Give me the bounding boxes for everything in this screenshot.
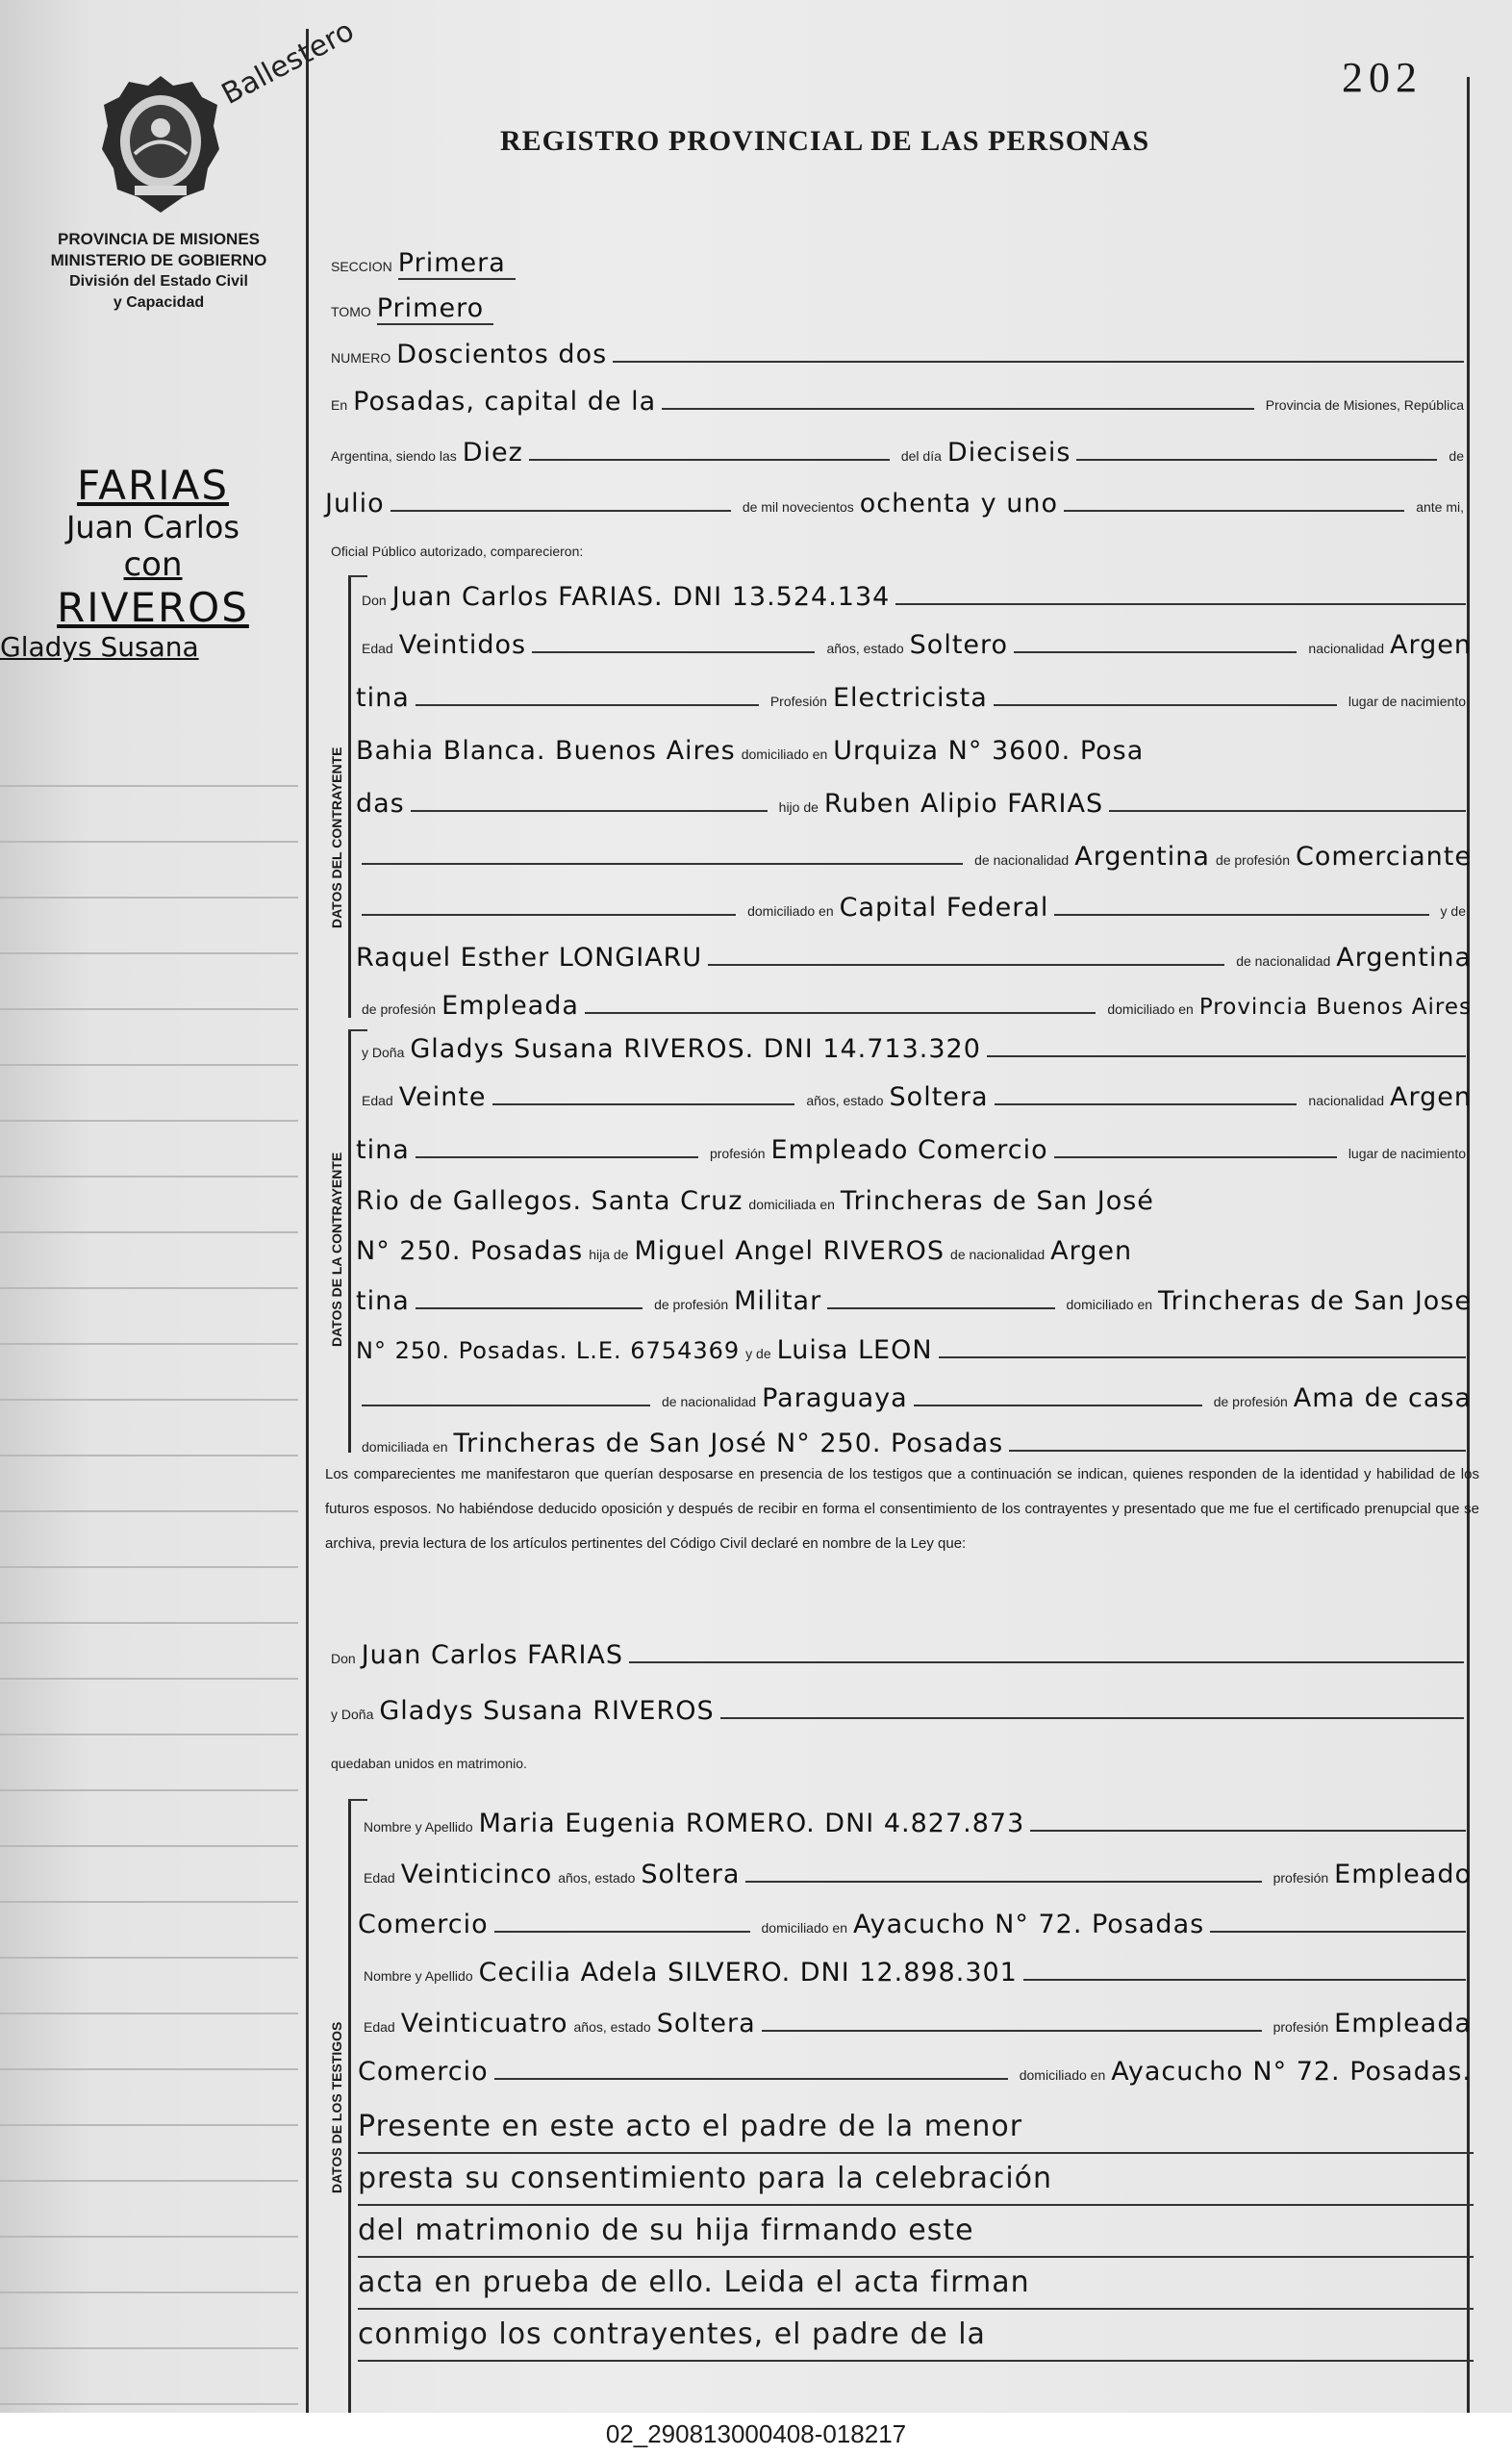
testigo1-nombre: Maria Eugenia ROMERO. DNI 4.827.873	[478, 1809, 1025, 1838]
fill-line	[362, 862, 963, 865]
testigo2-domicilio-row	[358, 2057, 1472, 2087]
contrayenta-lugar-nacimiento: Rio de Gallegos. Santa Cruz	[356, 1186, 743, 1216]
margin-note	[0, 462, 306, 663]
fill-line	[745, 1880, 1261, 1883]
contrayenta-nacionalidad-cont: tina	[356, 1135, 410, 1165]
contrayenta-padre-profesion: Militar	[734, 1286, 822, 1316]
fecha-row	[325, 489, 1470, 519]
contrayenta-domicilio: Trincheras de San José	[840, 1186, 1154, 1216]
field-label: domiciliada en	[748, 1197, 835, 1212]
declaracion-dona: Gladys Susana RIVEROS	[379, 1696, 715, 1726]
field-label: domiciliado en	[1066, 1297, 1153, 1312]
contrayenta-madre-dom-row	[356, 1429, 1472, 1458]
contrayente-domicilio-cont: das	[356, 789, 405, 819]
field-label: y Doña	[331, 1707, 374, 1722]
province-seal-icon	[96, 72, 226, 216]
field-label: NUMERO	[331, 350, 391, 366]
signature-stamp: Ballestero	[216, 13, 360, 112]
fill-line	[416, 703, 759, 706]
page-number: 202	[1342, 54, 1423, 101]
nota-line: acta en prueba de ello. Leida el acta firman	[358, 2258, 1474, 2310]
fill-line	[1109, 809, 1466, 812]
contrayenta-lugar-row	[356, 1186, 1472, 1216]
testigo2-edad: Veinticuatro	[400, 2009, 568, 2038]
field-label: de mil novecientos	[742, 499, 854, 515]
authority-line: División del Estado Civil	[69, 273, 248, 290]
authority-line: MINISTERIO DE GOBIERNO	[50, 251, 267, 269]
nota-line: conmigo los contrayentes, el padre de la	[358, 2310, 1474, 2362]
contrayenta-madre: Luisa LEON	[776, 1335, 933, 1365]
authority-line: PROVINCIA DE MISIONES	[57, 230, 260, 248]
fill-line	[914, 1404, 1202, 1406]
contrayente-madre-row	[356, 943, 1472, 973]
field-label: de nacionalidad	[662, 1394, 757, 1409]
fill-line	[613, 360, 1464, 363]
contrayenta-estado: Soltera	[889, 1082, 989, 1112]
field-label: años, estado	[573, 2019, 651, 2035]
contrayenta-madre-domicilio: Trincheras de San José N° 250. Posadas	[453, 1429, 1004, 1458]
nota-line: presta su consentimiento para la celebración	[358, 2154, 1474, 2206]
field-label: profesión	[709, 1146, 766, 1161]
field-label: de profesión	[654, 1297, 729, 1312]
nota-consentimiento	[358, 2102, 1474, 2362]
declaracion-cierre: quedaban unidos en matrimonio.	[331, 1756, 527, 1771]
contrayente-padre-row	[356, 842, 1472, 872]
declaracion-don: Juan Carlos FARIAS	[361, 1640, 624, 1670]
field-label: Don	[362, 593, 387, 608]
field-label: años, estado	[826, 641, 904, 656]
testigo1-edad: Veinticinco	[400, 1860, 553, 1889]
seccion-value: Primera	[398, 248, 516, 280]
fill-line	[827, 1306, 1054, 1309]
contrayente-nacionalidad-cont: tina	[356, 683, 410, 713]
field-label: domiciliado en	[1019, 2067, 1106, 2083]
contrayenta-padre: Miguel Angel RIVEROS	[634, 1236, 945, 1266]
field-label: de profesión	[1215, 852, 1290, 868]
contrayente-edad: Veintidos	[398, 630, 527, 660]
contrayenta-padre-nacionalidad-cont: tina	[356, 1286, 410, 1316]
seccion-row	[325, 248, 729, 280]
field-label: Edad	[364, 1870, 395, 1886]
contrayenta-nombre-row	[356, 1034, 1472, 1064]
contrayenta-padre-row	[356, 1286, 1472, 1316]
contrayente-hijo-row	[356, 789, 1472, 819]
fill-line	[708, 963, 1224, 966]
fill-line	[1076, 458, 1437, 461]
declaracion-don-row	[325, 1640, 1470, 1670]
field-label: lugar de nacimiento	[1348, 694, 1467, 709]
dia-value: Dieciseis	[946, 438, 1071, 468]
field-label: domiciliado en	[741, 747, 828, 762]
testigo1-estado: Soltera	[641, 1860, 741, 1889]
contrayente-madre-profesion: Empleada	[441, 991, 579, 1021]
field-label: Oficial Público autorizado, comparecieron:	[331, 544, 584, 559]
bracket-tick	[348, 1799, 367, 1801]
numero-value: Doscientos dos	[396, 340, 608, 369]
contrayenta-bracket	[348, 1029, 351, 1453]
declaracion-cierre-row	[325, 1756, 533, 1771]
bracket-tick	[348, 1029, 367, 1031]
testigo2-nombre-row	[358, 1958, 1472, 1988]
field-label: del día	[900, 448, 942, 464]
fill-line	[362, 913, 736, 916]
field-label: domiciliado en	[761, 1920, 847, 1936]
fill-line	[662, 407, 1254, 410]
contrayenta-padre-nacionalidad: Argen	[1050, 1236, 1133, 1266]
oficial-row	[325, 544, 589, 559]
fill-line	[994, 703, 1337, 706]
issuing-authority	[14, 229, 303, 314]
contrayenta-madre-profesion: Ama de casa	[1293, 1383, 1473, 1413]
fill-line	[895, 602, 1466, 605]
contrayente-domicilio: Urquiza N° 3600. Posa	[833, 736, 1145, 766]
contrayenta-padre-domicilio: Trincheras de San Jose	[1158, 1286, 1472, 1316]
fill-line	[362, 1404, 650, 1406]
contrayente-padre-nacionalidad: Argentina	[1074, 842, 1210, 872]
field-label: profesión	[1273, 2019, 1329, 2035]
contrayenta-nombre: Gladys Susana RIVEROS. DNI 14.713.320	[410, 1034, 981, 1064]
lugar-value: Posadas, capital de la	[353, 387, 657, 417]
section-label-contrayente: DATOS DEL CONTRAYENTE	[329, 747, 344, 928]
fill-line	[391, 509, 731, 512]
testigo1-domicilio-row	[358, 1910, 1472, 1939]
declaracion-dona-row	[325, 1696, 1470, 1726]
field-label: de nacionalidad	[950, 1247, 1046, 1262]
field-label: TOMO	[331, 304, 371, 319]
field-label: de nacionalidad	[1236, 953, 1331, 969]
contrayenta-profesion-row	[356, 1135, 1472, 1165]
field-label: años, estado	[558, 1870, 636, 1886]
testigo2-profesion: Empleada	[1334, 2009, 1472, 2038]
mes-value: Julio	[325, 489, 385, 519]
contrayente-madre-nacionalidad: Argentina	[1336, 943, 1472, 973]
margin-con: con	[123, 545, 183, 584]
field-label: Edad	[364, 2019, 395, 2035]
contrayente-lugar-nacimiento: Bahia Blanca. Buenos Aires	[356, 736, 736, 766]
contrayente-padre-domicilio: Capital Federal	[839, 893, 1049, 923]
margin-name-bride: Gladys Susana	[0, 631, 199, 663]
fill-line	[411, 809, 768, 812]
field-label: ante mi,	[1416, 499, 1464, 515]
contrayenta-edad: Veinte	[398, 1082, 487, 1112]
nota-line: Presente en este acto el padre de la menor	[358, 2102, 1474, 2154]
field-label: profesión	[1273, 1870, 1329, 1886]
field-label: lugar de nacimiento	[1348, 1146, 1466, 1161]
contrayente-estado: Soltero	[909, 630, 1009, 660]
field-label: Edad	[362, 1093, 393, 1108]
fill-line	[494, 1930, 750, 1933]
field-label: de nacionalidad	[974, 852, 1070, 868]
nota-line: del matrimonio de su hija firmando este	[358, 2206, 1474, 2258]
field-label: SECCION	[331, 259, 392, 274]
field-label: de	[1449, 448, 1464, 464]
field-label: y de	[1440, 903, 1467, 919]
contrayente-nombre: Juan Carlos FARIAS. DNI 13.524.134	[391, 582, 891, 612]
fill-line	[416, 1155, 698, 1158]
field-label: hija de	[589, 1247, 629, 1262]
field-label: Profesión	[769, 694, 827, 709]
lugar-row	[325, 387, 1470, 417]
contrayente-padre-dom-row	[356, 893, 1472, 923]
fill-line	[585, 1011, 1096, 1014]
bracket-tick	[348, 575, 367, 577]
contrayente-madre: Raquel Esther LONGIARU	[356, 943, 703, 973]
fill-line	[1054, 1155, 1337, 1158]
testigo2-edad-row	[358, 2009, 1472, 2038]
authority-line: y Capacidad	[113, 294, 205, 311]
fill-line	[529, 458, 890, 461]
testigo1-nombre-row	[358, 1809, 1472, 1838]
fill-line	[1054, 913, 1428, 916]
field-label: años, estado	[806, 1093, 884, 1108]
contrayente-edad-row	[356, 630, 1472, 660]
contrayente-nacionalidad: Argen	[1390, 630, 1472, 660]
fill-line	[494, 2077, 1008, 2080]
field-label: nacionalidad	[1308, 1093, 1385, 1108]
contrayente-madre-prof-row	[356, 991, 1472, 1021]
testigo2-estado: Soltera	[656, 2009, 756, 2038]
image-code-caption: 02_290813000408-018217	[0, 2413, 1512, 2456]
testigo2-profesion-cont: Comercio	[358, 2057, 489, 2087]
field-label: Nombre y Apellido	[364, 1819, 473, 1835]
field-label: Provincia de Misiones, República	[1265, 397, 1464, 413]
tomo-value: Primero	[377, 293, 493, 325]
testigo1-profesion: Empleado	[1334, 1860, 1472, 1889]
fill-line	[995, 1102, 1298, 1105]
contrayente-madre-domicilio: Provincia Buenos Aires	[1198, 995, 1472, 1020]
contrayenta-profesion: Empleado Comercio	[770, 1135, 1048, 1165]
tomo-row	[325, 293, 729, 325]
field-label: domiciliada en	[362, 1439, 448, 1455]
margin-ruled-lines	[0, 731, 298, 2413]
fill-line	[532, 650, 815, 653]
field-label: y Doña	[362, 1045, 405, 1060]
testigos-bracket	[348, 1799, 351, 2413]
hora-row	[325, 438, 1470, 468]
contrayente-profesion-row	[356, 683, 1472, 713]
contrayente-padre: Ruben Alipio FARIAS	[823, 789, 1104, 819]
hora-value: Diez	[462, 438, 523, 468]
field-label: nacionalidad	[1308, 641, 1385, 656]
margin-surname-bride: RIVEROS	[57, 584, 249, 631]
fill-line	[1023, 1978, 1466, 1981]
contrayenta-nacionalidad: Argen	[1390, 1082, 1472, 1112]
field-label: Don	[331, 1651, 356, 1666]
contrayente-profesion: Electricista	[832, 683, 988, 713]
contrayenta-madre-nac-row	[356, 1383, 1472, 1413]
margin-divider	[306, 29, 309, 2413]
field-label: Argentina, siendo las	[331, 448, 457, 464]
margin-name-groom: Juan Carlos	[65, 509, 240, 545]
fill-line	[1064, 509, 1404, 512]
testigo1-profesion-cont: Comercio	[358, 1910, 489, 1939]
margin-surname-groom: FARIAS	[77, 462, 229, 509]
field-label: Edad	[362, 641, 393, 656]
numero-row	[325, 340, 1470, 369]
field-label: domiciliado en	[1107, 1001, 1194, 1017]
contrayenta-edad-row	[356, 1082, 1472, 1112]
field-label: de profesión	[1213, 1394, 1288, 1409]
fill-line	[416, 1306, 643, 1309]
fill-line	[1210, 1930, 1466, 1933]
fill-line	[1030, 1829, 1466, 1832]
fill-line	[762, 2029, 1262, 2032]
fill-line	[1009, 1449, 1466, 1452]
field-label: Nombre y Apellido	[364, 1968, 473, 1984]
contrayenta-madre-nacionalidad: Paraguaya	[762, 1383, 908, 1413]
field-label: y de	[745, 1346, 771, 1361]
testigo1-edad-row	[358, 1860, 1472, 1889]
contrayente-lugar-row	[356, 736, 1472, 766]
fill-line	[939, 1355, 1466, 1358]
section-label-testigos: DATOS DE LOS TESTIGOS	[329, 2021, 344, 2193]
testigo2-nombre: Cecilia Adela SILVERO. DNI 12.898.301	[478, 1958, 1018, 1988]
testigo2-domicilio: Ayacucho N° 72. Posadas.	[1111, 2057, 1472, 2087]
contrayenta-domicilio-cont: N° 250. Posadas	[356, 1236, 584, 1266]
fill-line	[492, 1102, 795, 1105]
contrayenta-madre-row	[356, 1335, 1472, 1365]
field-label: hijo de	[778, 799, 819, 815]
contrayenta-hija-row	[356, 1236, 1472, 1266]
section-label-contrayenta: DATOS DE LA CONTRAYENTE	[329, 1152, 344, 1347]
testigo1-domicilio: Ayacucho N° 72. Posadas	[853, 1910, 1205, 1939]
fill-line	[720, 1716, 1464, 1719]
anio-value: ochenta y uno	[859, 489, 1058, 519]
contrayente-padre-profesion: Comerciante	[1296, 842, 1472, 872]
fill-line	[629, 1660, 1464, 1663]
document-title: REGISTRO PROVINCIAL DE LAS PERSONAS	[500, 125, 1150, 157]
contrayenta-padre-domicilio-cont: N° 250. Posadas. L.E. 6754369	[356, 1337, 741, 1364]
contrayente-nombre-row	[356, 582, 1472, 612]
field-label: de profesión	[362, 1001, 437, 1017]
declaracion-text: Los comparecientes me manifestaron que querían desposarse en presencia de los testigos que a continuación se indican, quienes responden de la identidad y habilidad de los futuros esposos. No habiéndose deducido oposición y después de recibir en forma el consentimiento de los contrayentes y presentado que me fue el certificado prenupcial que se archiva, previa lectura de los artículos pertinentes del Código Civil declaré en nombre de la Ley que:	[325, 1466, 1479, 1552]
field-label: En	[331, 397, 348, 413]
field-label: domiciliado en	[747, 903, 834, 919]
fill-line	[1014, 650, 1297, 653]
fill-line	[987, 1054, 1466, 1057]
contrayente-bracket	[348, 575, 351, 1018]
